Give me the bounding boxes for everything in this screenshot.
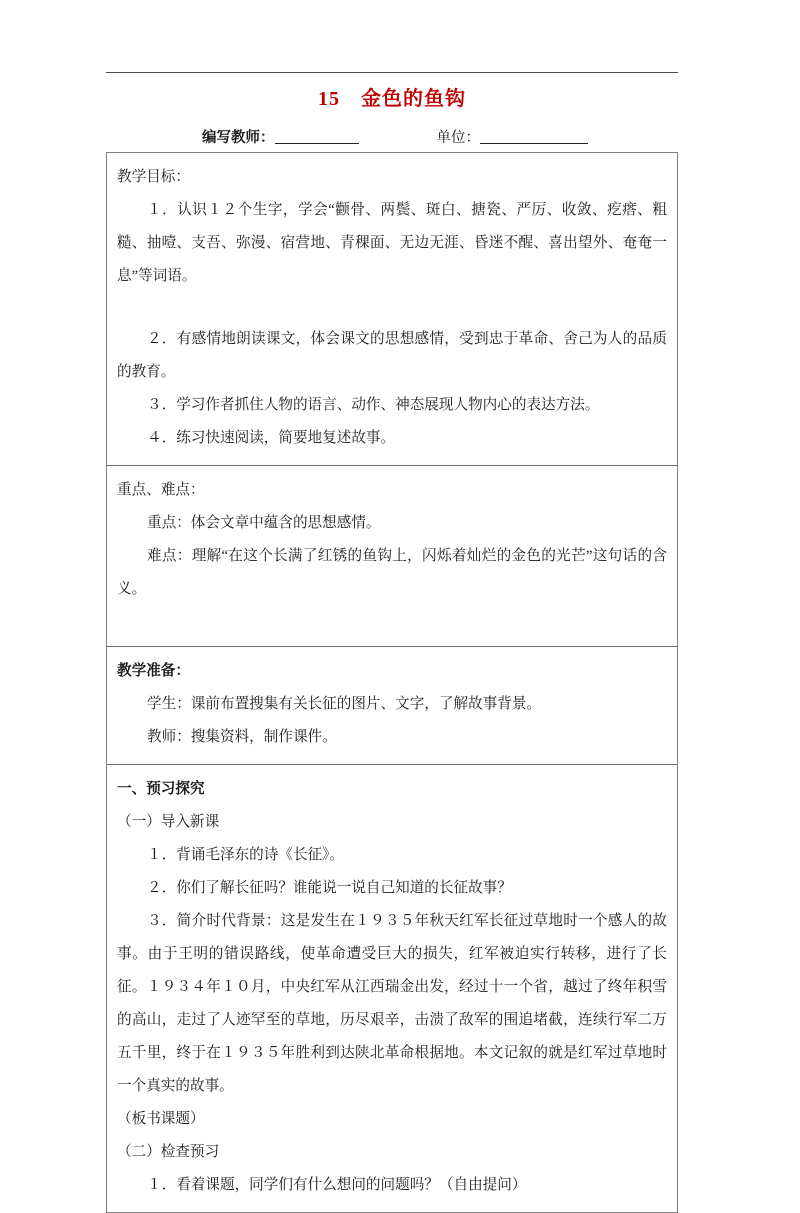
blank-line-key-points [117, 606, 667, 636]
editor-teacher-label: 编写教师： [202, 130, 275, 146]
cell-preview-inquiry [107, 765, 677, 1212]
unit-blank[interactable] [480, 143, 588, 144]
key-point-item: 重点：体会文章中蕴含的思想感情。 [147, 515, 381, 531]
preview-item-2: ２．你们了解长征吗？谁能说一说自己知道的长征故事？ [147, 880, 512, 896]
objective-item-3: ３．学习作者抓住人物的语言、动作、神态展现人物内心的表达方法。 [147, 397, 600, 413]
table-row-key-points [107, 466, 677, 647]
unit-label: 单位： [436, 130, 480, 146]
preview-item-3-background: ３．简介时代背景：这是发生在１９３５年秋天红军长征过草地时一个感人的故事。由于王明的错误路线，使革命遭受巨大的损失，红军被迫实行转移，进行了长征。１９３４年１０月，中央红军从江西瑞金出发，经过十一个省，越过了终年积雪的高山，走过了人迹罕至的草地，历尽艰辛，击溃了敌军的围追堵截，连续行军二万五千里，终于在１９３５年胜利到达陕北革命根据地。本文记叙的就是红军过草地时一个真实的故事。 [117, 913, 667, 1094]
objective-item-1: １．认识１２个生字，学会“颧骨、两鬓、斑白、搪瓷、严厉、收敛、疙瘩、粗糙、抽噎、支吾、弥漫、宿营地、青稞面、无边无涯、昏迷不醒、喜出望外、奄奄一息”等词语。 [117, 202, 667, 284]
table-row-preview-inquiry [107, 765, 677, 1212]
section-heading-key-points: 重点、难点： [117, 482, 205, 498]
header-rule [106, 72, 678, 73]
byline [106, 126, 678, 147]
preview-item-1: １．背诵毛泽东的诗《长征》。 [147, 847, 345, 863]
cell-teaching-objectives [107, 153, 677, 465]
editor-teacher-blank[interactable] [275, 143, 359, 144]
section-heading-teaching-objectives: 教学目标： [117, 169, 190, 185]
check-preview-item-1: １．看着课题，同学们有什么想问的问题吗？（自由提问） [147, 1177, 527, 1193]
blackboard-note: （板书课题） [117, 1111, 205, 1127]
preparation-student: 学生：课前布置搜集有关长征的图片、文字，了解故事背景。 [147, 696, 542, 712]
blank-line-objectives [117, 293, 667, 323]
section-heading-teaching-preparation: 教学准备： [117, 663, 190, 679]
objective-item-4: ４．练习快速阅读，简要地复述故事。 [147, 430, 396, 446]
lesson-plan-table [106, 152, 678, 1213]
cell-teaching-preparation [107, 647, 677, 764]
table-row-teaching-objectives [107, 153, 677, 466]
section-heading-preview-inquiry: 一、预习探究 [117, 781, 205, 797]
preparation-teacher: 教师：搜集资料，制作课件。 [147, 729, 337, 745]
table-row-teaching-preparation [107, 647, 677, 765]
difficult-point-item: 难点：理解“在这个长满了红锈的鱼钩上，闪烁着灿烂的金色的光芒”这句话的含义。 [117, 548, 667, 597]
objective-item-2: ２．有感情地朗读课文，体会课文的思想感情，受到忠于革命、舍己为人的品质的教育。 [117, 331, 667, 380]
subheading-introduce-lesson: （一）导入新课 [117, 814, 220, 830]
page-title: 15 金色的鱼钩 [318, 88, 466, 110]
cell-key-points [107, 466, 677, 646]
subheading-check-preview: （二）检查预习 [117, 1144, 220, 1160]
